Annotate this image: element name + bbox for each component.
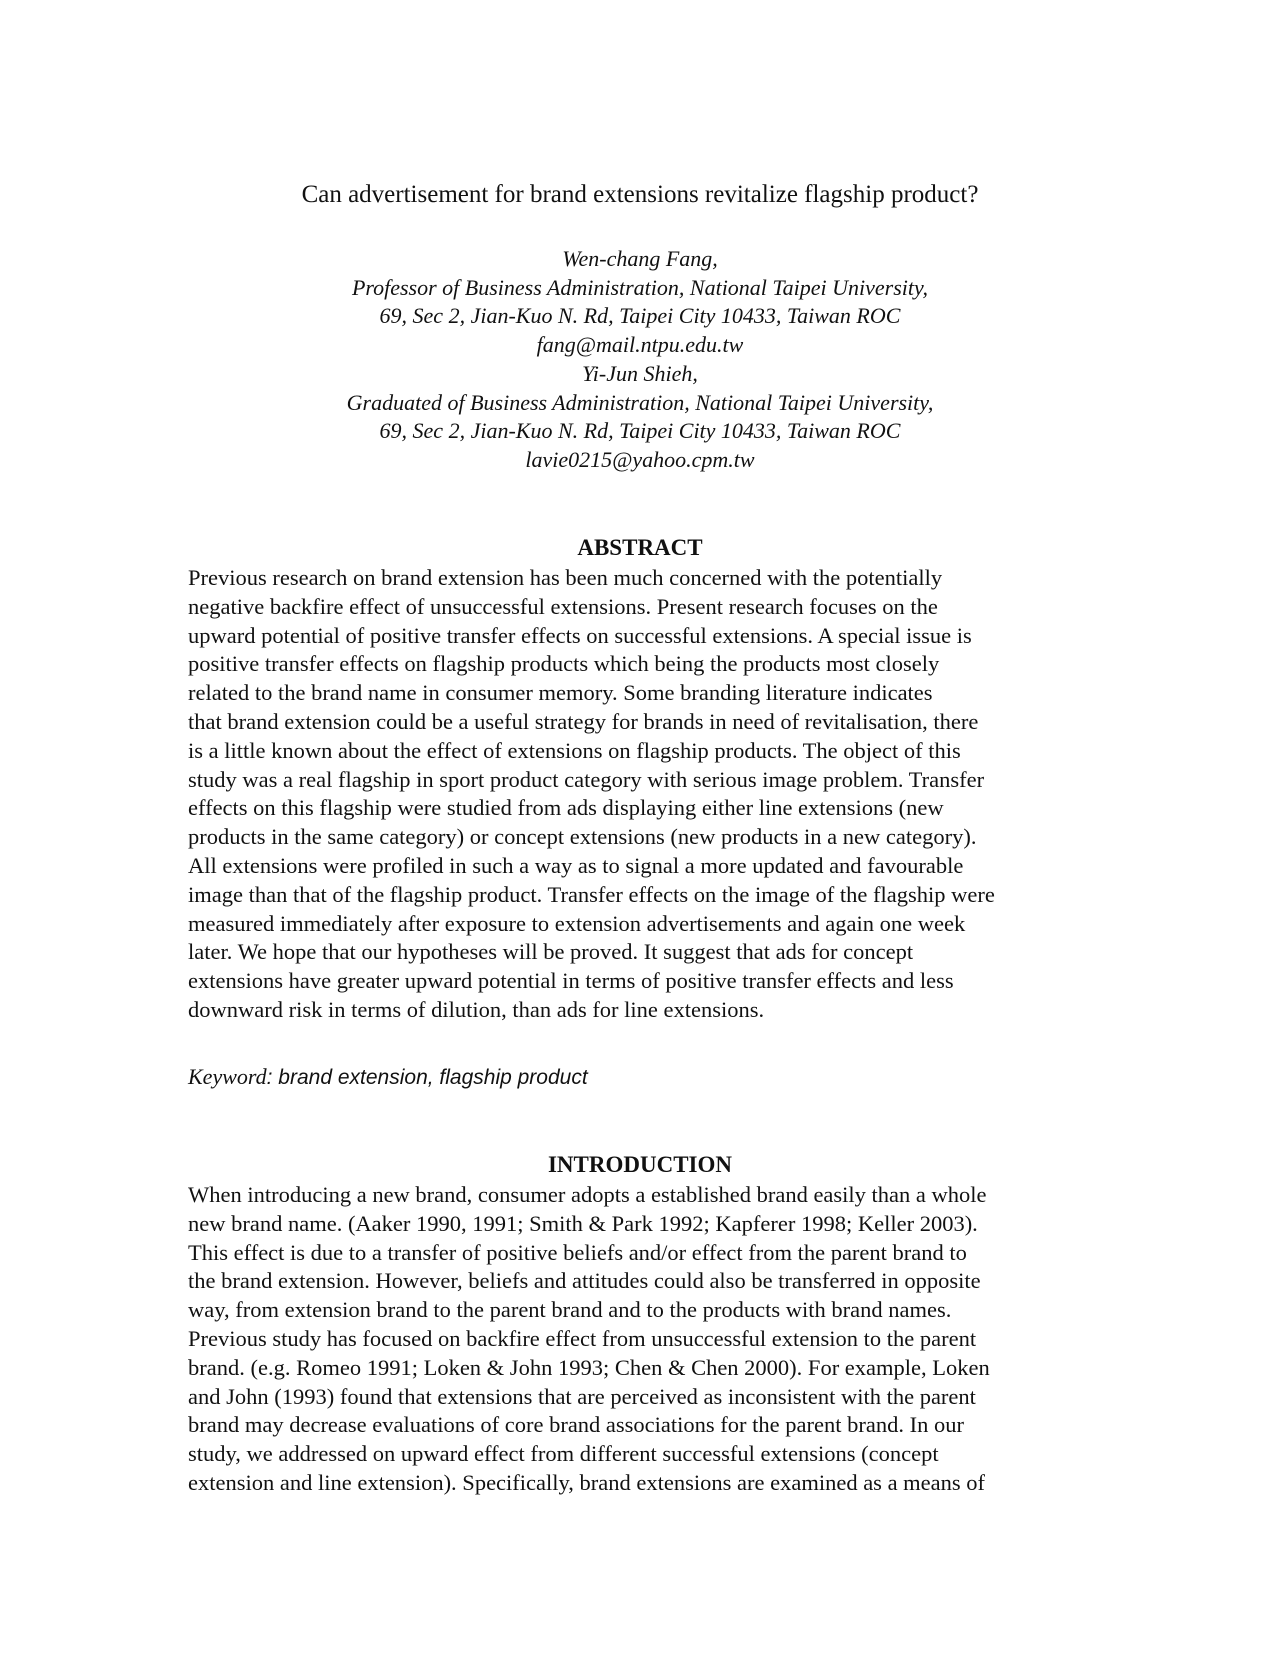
introduction-line: and John (1993) found that extensions that are perceived as inconsistent with the parent (188, 1383, 976, 1409)
abstract-line: is a little known about the effect of extensions on flagship products. The object of this (188, 737, 961, 763)
introduction-line: Previous study has focused on backfire effect from unsuccessful extension to the parent (188, 1325, 977, 1351)
author-1-affiliation: Professor of Business Administration, National Taipei University, (351, 274, 929, 300)
abstract-line: upward potential of positive transfer effects on successful extensions. A special issue is (188, 622, 972, 648)
introduction-body (188, 1181, 1108, 1498)
introduction-line: way, from extension brand to the parent brand and to the products with brand names. (188, 1297, 952, 1323)
introduction-heading: INTRODUCTION (547, 1152, 733, 1177)
abstract-line: measured immediately after exposure to extension advertisements and again one week (188, 910, 966, 936)
author-2-address: 69, Sec 2, Jian-Kuo N. Rd, Taipei City 10433, Taiwan ROC (379, 418, 901, 444)
author-2-email: lavie0215@yahoo.cpm.tw (525, 446, 755, 472)
abstract-line: that brand extension could be a useful strategy for brands in need of revitalisation, there (188, 708, 979, 734)
abstract-line: image than that of the flagship product. Transfer effects on the image of the flagship were (188, 881, 995, 907)
keyword-label: Keyword (188, 1064, 267, 1089)
introduction-line: extension and line extension). Specifically, brand extensions are examined as a means of (188, 1469, 986, 1495)
author-2-affiliation: Graduated of Business Administration, National Taipei University, (346, 389, 934, 415)
author-1-address: 69, Sec 2, Jian-Kuo N. Rd, Taipei City 10433, Taiwan ROC (379, 303, 901, 329)
abstract-line: All extensions were profiled in such a way as to signal a more updated and favourable (188, 852, 964, 878)
introduction-line: study, we addressed on upward effect from different successful extensions (concept (188, 1441, 939, 1467)
introduction-line: This effect is due to a transfer of positive beliefs and/or effect from the parent brand to (188, 1239, 967, 1265)
author-1-name: Wen-chang Fang, (562, 246, 718, 271)
abstract-line: Previous research on brand extension has been much concerned with the potentially (188, 565, 943, 590)
author-2-name: Yi-Jun Shieh, (582, 360, 698, 386)
author-1-email: fang@mail.ntpu.edu.tw (536, 332, 744, 358)
abstract-line: later. We hope that our hypotheses will be proved. It suggest that ads for concept (188, 939, 914, 965)
introduction-line: new brand name. (Aaker 1990, 1991; Smith & Park 1992; Kapferer 1998; Keller 2003). (188, 1210, 978, 1236)
abstract-line: downward risk in terms of dilution, than ads for line extensions. (188, 996, 765, 1022)
abstract-line: negative backfire effect of unsuccessful extensions. Present research focuses on the (188, 593, 938, 619)
author-block (0, 245, 1280, 475)
abstract-line: study was a real flagship in sport product category with serious image problem. Transfer (188, 766, 985, 792)
introduction-line: brand may decrease evaluations of core brand associations for the parent brand. In our (188, 1412, 964, 1438)
introduction-line: brand. (e.g. Romeo 1991; Loken & John 1993; Chen & Chen 2000). For example, Loken (188, 1354, 990, 1380)
keyword-values: brand extension, flagship product (272, 1066, 588, 1089)
abstract-body (188, 564, 1108, 1025)
abstract-line: products in the same category) or concept extensions (new products in a new category). (188, 824, 977, 850)
keywords (188, 1063, 588, 1092)
introduction-line: When introducing a new brand, consumer adopts a established brand easily than a whole (188, 1182, 987, 1207)
introduction-line: the brand extension. However, beliefs and attitudes could also be transferred in opposite (188, 1268, 981, 1294)
abstract-line: extensions have greater upward potential in terms of positive transfer effects and less (188, 968, 954, 994)
paper-title: Can advertisement for brand extensions revitalize flagship product? (301, 181, 979, 208)
abstract-line: positive transfer effects on flagship products which being the products most closely (188, 651, 940, 677)
abstract-heading: ABSTRACT (577, 535, 703, 560)
keyword-colon: : (266, 1066, 273, 1089)
abstract-line: related to the brand name in consumer memory. Some branding literature indicates (188, 680, 933, 706)
abstract-line: effects on this flagship were studied from ads displaying either line extensions (new (188, 795, 944, 821)
